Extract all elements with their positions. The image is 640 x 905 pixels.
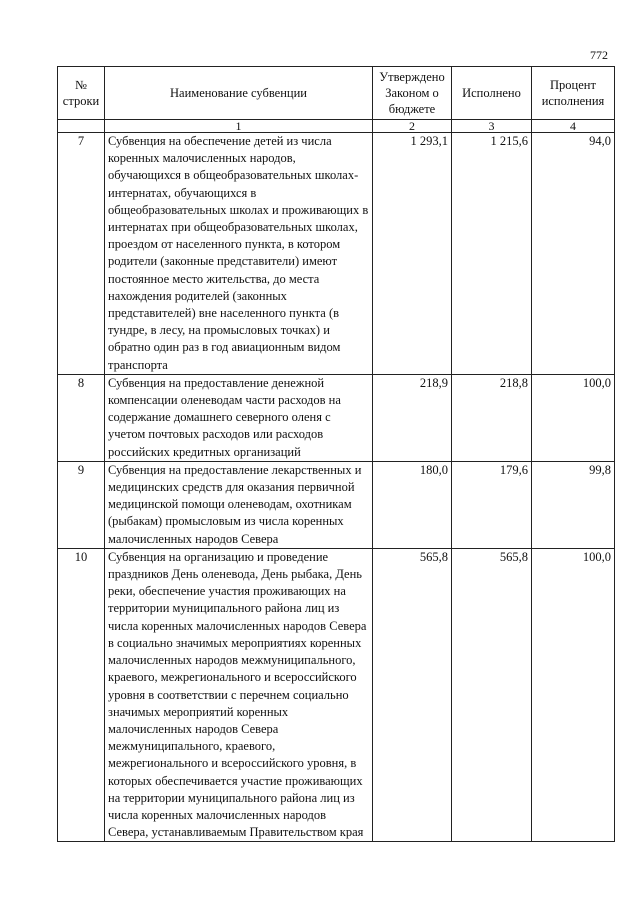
- table-row: [58, 461, 615, 548]
- subvention-name: Субвенция на обеспечение детей из числа коренных малочисленных народов, обучающихся в общеобразовательных школах-интернатах, обучающихся в общеобразовательных школах и проживающих в интернатах при общеобразовательных школах, проездом от населенного пункта, в котором родители (законные представители) имеют постоянное место жительства, до места нахождения родителей (законных представителей) вне населенного пункта (в тундре, в лесу, на промысловых точках) и обратно один раз в год авиационным видом транспорта: [105, 133, 373, 375]
- column-number: 3: [452, 120, 532, 133]
- subvention-table: [57, 66, 615, 842]
- row-number: 9: [58, 461, 105, 548]
- header-executed: Исполнено: [452, 67, 532, 120]
- approved-value: 565,8: [373, 548, 452, 841]
- page-number: 772: [590, 48, 608, 62]
- executed-value: 218,8: [452, 374, 532, 461]
- executed-value: 179,6: [452, 461, 532, 548]
- row-number: 10: [58, 548, 105, 841]
- subvention-name: Субвенция на организацию и проведение праздников День оленевода, День рыбака, День реки, обеспечение участия проживающих на территории муниципального района лиц из числа коренных малочисленных народов Севера в социально значимых мероприятиях коренных малочисленных народов межмуниципального, краевого, межрегионального и всероссийского уровня в соответствии с перечнем социально значимых мероприятий коренных малочисленных народов Севера межмуниципального, краевого, межрегионального и всероссийского уровня, в которых обеспечивается участие проживающих на территории муниципального района лиц из числа коренных малочисленных народов Севера, устанавливаемым Правительством края: [105, 548, 373, 841]
- subvention-name: Субвенция на предоставление лекарственных и медицинских средств для оказания первичной медицинской помощи оленеводам, охотникам (рыбакам) промысловым из числа коренных малочисленных народов Севера: [105, 461, 373, 548]
- table-row: [58, 548, 615, 841]
- column-number-empty: [58, 120, 105, 133]
- approved-value: 218,9: [373, 374, 452, 461]
- row-number: 8: [58, 374, 105, 461]
- column-number: 2: [373, 120, 452, 133]
- header-subvention-name: Наименование субвенции: [105, 67, 373, 120]
- subvention-name: Субвенция на предоставление денежной компенсации оленеводам части расходов на содержание домашнего северного оленя с учетом почтовых расходов или расходов российских кредитных организаций: [105, 374, 373, 461]
- percent-value: 99,8: [532, 461, 615, 548]
- table-header-row: [58, 67, 615, 120]
- header-percent: Процент исполнения: [532, 67, 615, 120]
- table-row: [58, 374, 615, 461]
- percent-value: 100,0: [532, 374, 615, 461]
- header-row-number: № строки: [58, 67, 105, 120]
- header-approved: Утверждено Законом о бюджете: [373, 67, 452, 120]
- column-number: 4: [532, 120, 615, 133]
- table-row: [58, 133, 615, 375]
- column-number-row: [58, 120, 615, 133]
- approved-value: 180,0: [373, 461, 452, 548]
- executed-value: 565,8: [452, 548, 532, 841]
- approved-value: 1 293,1: [373, 133, 452, 375]
- percent-value: 94,0: [532, 133, 615, 375]
- executed-value: 1 215,6: [452, 133, 532, 375]
- column-number: 1: [105, 120, 373, 133]
- row-number: 7: [58, 133, 105, 375]
- percent-value: 100,0: [532, 548, 615, 841]
